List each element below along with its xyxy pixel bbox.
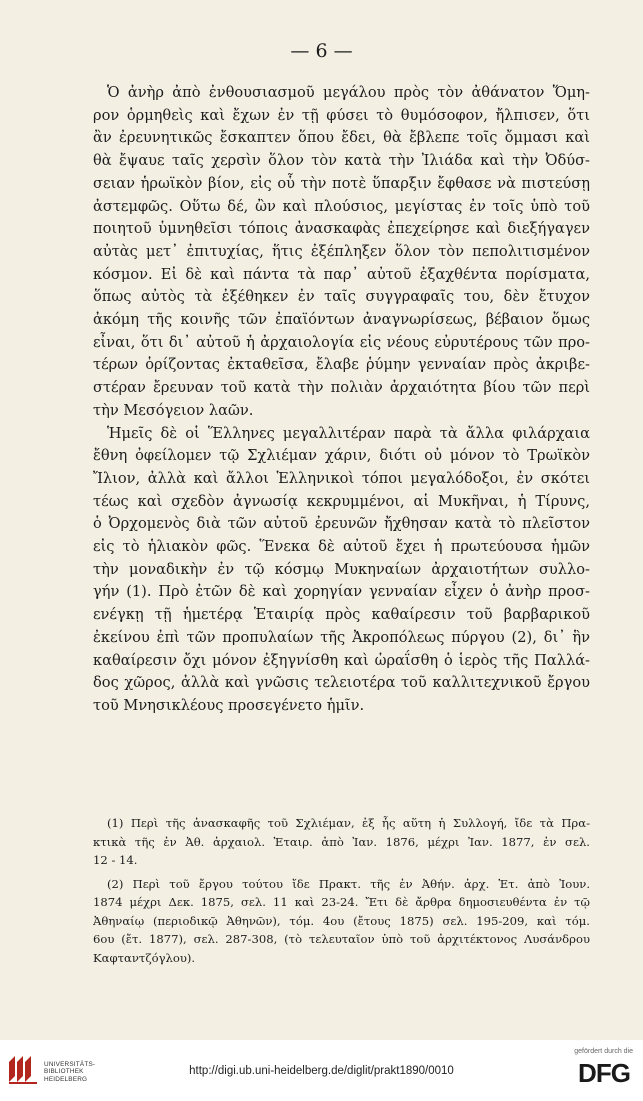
footnote-line: 1874 μέχρι Δεκ. 1875, σελ. 11 καὶ 23-24. Ἔτι δὲ ἄρθρα δημοσιευθέντα ἐν τῷ [93,895,590,909]
svg-text:DFG: DFG [578,1058,630,1087]
funder-note: gefördert durch die [574,1048,633,1055]
text-line: ὅπως αὐτὸς τὰ ἐξέθηκεν ἐν ταῖς συγγραφαῖς του, δὲν ἔτυχον [93,288,590,306]
text-line: ἔθνη ὀφείλομεν τῷ Σχλιέμαν χάριν, διότι οὐ μόνον τὸ Τρωϊκὸν [93,447,590,465]
text-line: καθαίρεσιν ὄχι μόνον ἐξηγνίσθη καὶ ὡραΐσθη ὁ ἱερὸς τῆς Παλλά- [93,651,590,669]
paragraph-2 [93,423,590,718]
text-line: κόσμον. Εἰ δὲ καὶ πάντα τὰ παρ᾽ αὐτοῦ ἐξαχθέντα πορίσματα, [93,265,590,283]
source-url-link[interactable]: http://digi.ub.uni-heidelberg.de/diglit/prakt1890/0010 [189,1065,454,1077]
text-line: αὐτὰς μετ᾽ ἐπιτυχίας, ἥτις ἐξέπληξεν ὅλον τὸν πεπολιτισμένον [93,242,590,260]
text-line: ρον ὁρμηθεὶς καὶ ἔχων ἐν τῇ φύσει τὸ θυμόσοφον, ἤλπισεν, ὅτι [93,106,590,124]
text-line: τὴν Μεσόγειον λαῶν. [93,401,254,419]
text-line: ἐκείνου ἐπὶ τῶν προπυλαίων τῆς Ἀκροπόλεως πύργου (2), δι᾽ ἣν [93,628,590,646]
page-number: — 6 — [290,40,353,62]
text-line: σειαν ἡρωϊκὸν βίον, εἰς οὗ τὴν ποτὲ ὕπαρξιν ἔφθασε νὰ πιστεύσῃ [93,174,590,192]
footnote-line: (2) Περὶ τοῦ ἔργου τούτου ἴδε Πρακτ. τῆς ἐν Ἀθήν. ἀρχ. Ἑτ. ἀπὸ Ἰουν. [107,876,590,891]
text-line: ποιητοῦ ὑμνηθεῖσι τόποις ἀνασκαφὰς ἐπεχείρησε καὶ διεξήγαγεν [93,220,590,238]
text-line: θὰ ἔψαυε ταῖς χερσὶν ὅλον τὸν κατὰ τὴν Ἰλιάδα καὶ τὴν Ὀδύσ- [93,152,590,170]
text-line: ἂν ἐρευνητικῶς ἔσκαπτεν ὅπου ἔδει, θὰ ἔβλεπε τοῖς ὄμμασι καὶ [93,129,590,147]
text-line: στέραν ἔρευναν τοῦ κατὰ τὴν πολιὰν ἀρχαιότητα βίου τῶν περὶ [93,379,590,397]
text-line: τὴν μοναδικὴν ἐν τῷ κόσμῳ Μυκηναίων ἀρχαιοτήτων συλλο- [93,560,590,578]
text-line: ὁ Ὀρχομενὸς διὰ τῶν αὐτοῦ ἐρευνῶν ἤχθησαν κατὰ τὸ πλεῖστον [93,515,590,533]
footnote-line: Καφταντζόγλου). [93,950,196,965]
text-line: Ὁ ἀνὴρ ἀπὸ ἐνθουσιασμοῦ μεγάλου πρὸς τὸν ἀθάνατον Ὅμη- [107,84,590,101]
footnote-2 [93,875,590,968]
text-line: ἀστεμφῶς. Οὕτω δέ, ὢν καὶ πλούσιος, μεγίστας ἐν τοῖς ὑπὸ τοῦ [93,197,590,215]
digitization-footer [0,1040,643,1101]
library-name: UNIVERSITÄTS- BIBLIOTHEK HEIDELBERG [44,1061,96,1083]
footnote-1 [93,814,590,870]
text-line: ενέγκῃ τῇ ἡμετέρᾳ Ἑταιρίᾳ πρὸς καθαίρεσιν τοῦ βαρβαρικοῦ [93,606,590,624]
footnote-line: 12 - 14. [93,853,138,867]
text-line: τέρων ὁρίζοντας ἐκταθεῖσα, ἔλαβε ῥύμην γενναίαν πρὸς ἀκριβε- [93,356,590,374]
text-line: ἀκόμη τῆς κοινῆς τῶν ἐπαϊόντων ἀναγνωρίσεως, βέβαιον ὅμως [93,311,590,329]
text-line: τέως καὶ σχεδὸν ἀγνωσίᾳ κεκρυμμένοι, αἱ Μυκῆναι, ἡ Τίρυνς, [93,492,590,510]
text-line: εἶναι, ὅτι δι᾽ αὐτοῦ ἡ ἀρχαιολογία εἰς νέους εὐρυτέρους τῶν προ- [93,333,590,351]
text-line: Ἡμεῖς δὲ οἱ Ἕλληνες μεγαλλιτέραν παρὰ τὰ ἄλλα φιλάρχαια [107,424,590,442]
footnote-line: Ἀθηναίῳ (περιοδικῷ Ἀθηνῶν), τόμ. 4ου (ἔτους 1875) σελ. 195-209, καὶ τόμ. [93,913,590,928]
dfg-logo-icon [573,1057,635,1087]
text-line: Ἴλιον, ἀλλὰ καὶ ἄλλοι Ἑλληνικοὶ τόποι μεγαλόδοξοι, ἐν σκότει [93,469,590,487]
footnote-line: κτικὰ τῆς ἐν Ἀθ. ἀρχαιολ. Ἑταιρ. ἀπὸ Ἰαν. 1876, μέχρι Ἰαν. 1877, ἐν σελ. [93,834,590,849]
text-line: τοῦ Μνησικλέους προσεγένετο ἡμῖν. [93,696,365,714]
footnotes [93,814,590,972]
body-text [93,82,590,718]
text-line: δος χῶρος, ἀλλὰ καὶ γνῶσις τελειοτέρα τοῦ καλλιτεχνικοῦ ἔργου [93,674,590,692]
text-line: εἰς τὸ ἡλιακὸν φῶς. Ἕνεκα δὲ αὐτοῦ ἔχει ἡ πρωτεύουσα ἡμῶν [93,538,590,556]
paragraph-1 [93,82,590,423]
footnote-line: (1) Περὶ τῆς ἀνασκαφῆς τοῦ Σχλιέμαν, ἐξ ἧς αὕτη ἡ Συλλογή, ἴδε τὰ Πρα- [107,816,590,830]
footnote-line: 6ου (ἔτ. 1877), σελ. 287-308, (τὸ τελευταῖον ὑπὸ τοῦ ἀρχιτέκτονος Λυσάνδρου [93,932,590,946]
text-line: γήν (1). Πρὸ ἐτῶν δὲ καὶ χορηγίαν γενναίαν εἶχεν ὁ ἀνὴρ προσ- [93,583,590,601]
